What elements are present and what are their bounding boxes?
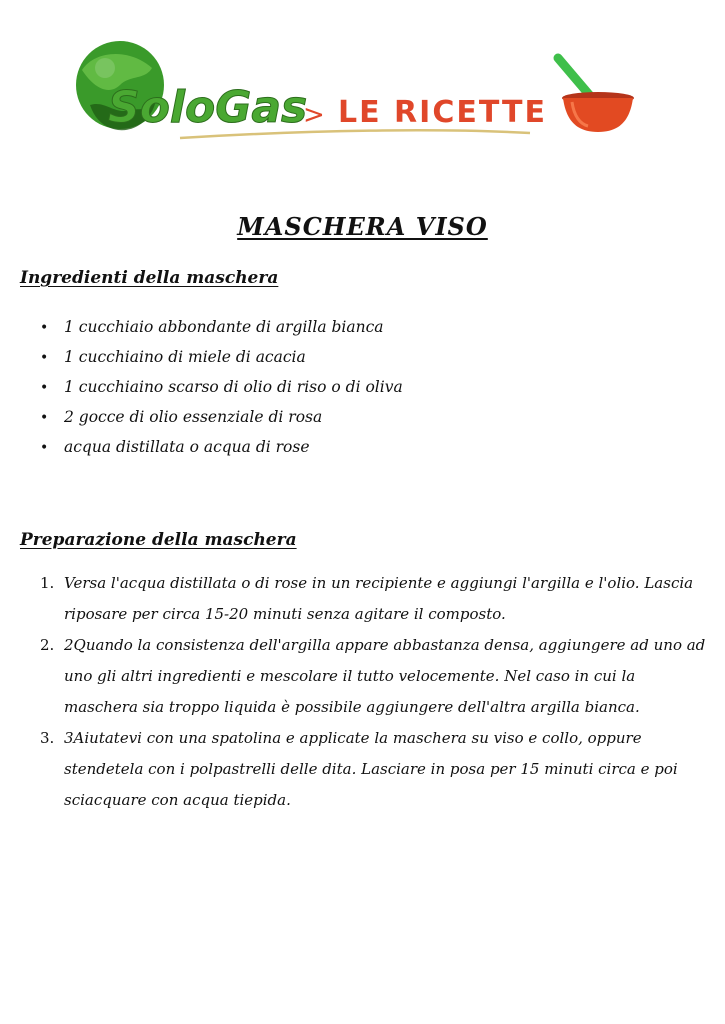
step-number: 3. — [40, 729, 55, 747]
bullet: • — [40, 410, 49, 426]
ingredients-heading: Ingredienti della maschera — [20, 268, 279, 288]
header-banner — [60, 40, 650, 150]
sologas-logo — [60, 40, 650, 150]
ingredient-text: 1 cucchiaino di miele di acacia — [64, 348, 306, 366]
breadcrumb-arrow: > — [303, 100, 325, 130]
ingredient-text: 1 cucchiaio abbondante di argilla bianca — [64, 318, 384, 336]
step-item — [40, 723, 710, 816]
ingredient-text: 2 gocce di olio essenziale di rosa — [64, 408, 323, 426]
list-item — [40, 342, 403, 372]
bullet: • — [40, 380, 49, 396]
step-text: Versa l'acqua distillata o di rose in un recipiente e aggiungi l'argilla e l'olio. Lascia riposare per circa 15-20 minuti senza agitare il composto. — [64, 574, 694, 623]
step-text: 2Quando la consistenza dell'argilla appare abbastanza densa, aggiungere ad uno ad uno gli altri ingredienti e mescolare il tutto velocemente. Nel caso in cui la maschera sia troppo liquida è possibile aggiungere dell'altra argilla bianca. — [64, 636, 706, 716]
page-title: MASCHERA VISO — [237, 212, 488, 241]
ingredient-text: acqua distillata o acqua di rose — [64, 438, 310, 456]
bullet: • — [40, 320, 49, 336]
list-item — [40, 372, 403, 402]
step-item — [40, 568, 710, 630]
step-item — [40, 630, 710, 723]
ingredient-text: 1 cucchiaino scarso di olio di riso o di oliva — [64, 378, 403, 396]
mortar-bowl-icon — [558, 58, 634, 132]
bullet: • — [40, 440, 49, 456]
list-item — [40, 402, 403, 432]
step-number: 2. — [40, 636, 55, 654]
list-item — [40, 312, 403, 342]
bullet: • — [40, 350, 49, 366]
preparation-heading: Preparazione della maschera — [20, 530, 297, 550]
list-item — [40, 432, 403, 462]
preparation-steps — [40, 568, 710, 816]
section-name: LE RICETTE — [338, 95, 547, 130]
ingredients-list — [40, 312, 403, 462]
step-number: 1. — [40, 574, 55, 592]
step-text: 3Aiutatevi con una spatolina e applicate la maschera su viso e collo, oppure stendetela con i polpastrelli delle dita. Lasciare in posa per 15 minuti circa e poi sciacquare con acqua tiepida. — [64, 729, 678, 809]
brand-name: SoloGas — [108, 82, 308, 133]
